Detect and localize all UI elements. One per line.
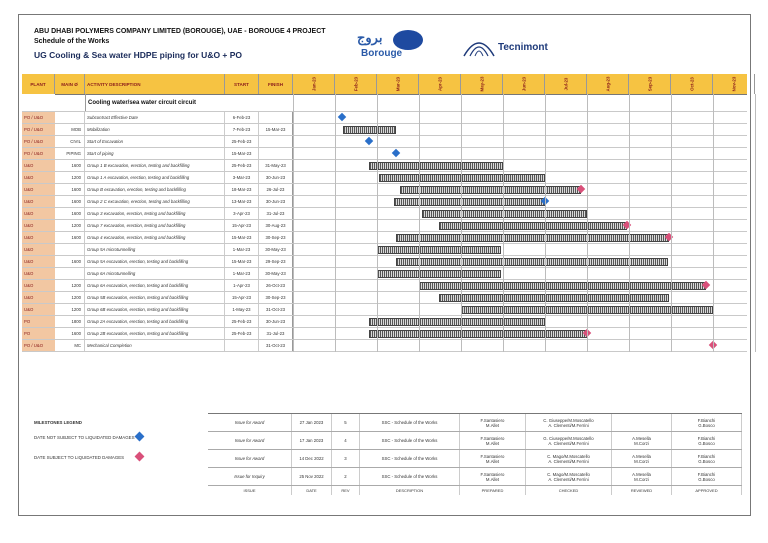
month-header-cell xyxy=(629,74,671,94)
main-diameter-cell xyxy=(55,244,85,255)
finish-date-cell: 26-Oct-23 xyxy=(259,280,293,291)
start-date-cell: 25-Feb-23 xyxy=(225,316,259,327)
gantt-bar xyxy=(396,258,668,266)
main-diameter-cell: 1800 xyxy=(55,316,85,327)
month-header-cell xyxy=(335,74,377,94)
description-cell: SSC - Schedule of the Works xyxy=(360,414,460,431)
activity-cell: Group 2B excavation, erection, testing and backfilling xyxy=(85,328,225,339)
plant-cell: U&O xyxy=(22,184,55,195)
plant-cell: U&O xyxy=(22,280,55,291)
section-title: Cooling water/sea water circuit circuit xyxy=(85,94,293,111)
schedule-row xyxy=(22,136,747,148)
header-block xyxy=(34,27,326,47)
activity-cell: Group 2A excavation, erection, testing and backfilling xyxy=(85,316,225,327)
month-gridline xyxy=(713,94,714,352)
borouge-logo-arabic: بروج xyxy=(357,30,383,45)
finish-date-cell: 30-Jun-23 xyxy=(259,316,293,327)
col-finish: FINISH xyxy=(259,74,293,94)
activity-cell: Mechanical Completion xyxy=(85,340,225,351)
schedule-row xyxy=(22,256,747,268)
schedule-row xyxy=(22,196,747,208)
plant-cell: U&O xyxy=(22,292,55,303)
gantt-bar xyxy=(369,318,545,326)
month-gridline xyxy=(671,94,672,352)
start-date-cell: 25-Feb-23 xyxy=(225,136,259,147)
activity-cell: Group 2 C excavation, erection, testing and backfilling xyxy=(85,196,225,207)
start-date-cell: 1-Mar-23 xyxy=(225,268,259,279)
main-diameter-cell: 1200 xyxy=(55,292,85,303)
section-row xyxy=(22,94,747,112)
plant-cell: U&O xyxy=(22,256,55,267)
main-diameter-cell: 1600 xyxy=(55,328,85,339)
revision-footer-date: DATE xyxy=(292,486,332,495)
gantt-bar xyxy=(439,222,627,230)
month-gridline xyxy=(293,94,294,352)
rev-cell: 4 xyxy=(332,432,360,449)
prepared-cell: F.Santasiero M.Allet xyxy=(460,450,526,467)
revision-table xyxy=(208,413,742,493)
month-header-cell xyxy=(377,74,419,94)
plant-cell: U&O xyxy=(22,172,55,183)
revision-footer-reviewed: REVIEWED xyxy=(612,486,672,495)
month-gridline xyxy=(377,94,378,352)
finish-date-cell: 30-Jun-23 xyxy=(259,196,293,207)
month-gridline xyxy=(335,94,336,352)
schedule-row xyxy=(22,292,747,304)
finish-date-cell: 30-May-23 xyxy=(259,268,293,279)
revision-row xyxy=(208,450,742,468)
revision-footer-prepared: PREPARED xyxy=(460,486,526,495)
month-label: Mar-23 xyxy=(395,76,400,92)
revision-footer-desc: DESCRIPTION xyxy=(360,486,460,495)
main-diameter-cell: 1200 xyxy=(55,304,85,315)
gantt-bar xyxy=(379,174,545,182)
reviewed-cell: A.Mesella M.Corzi xyxy=(612,432,672,449)
plant-cell: PO / U&O xyxy=(22,124,55,135)
plant-cell: PO xyxy=(22,316,55,327)
borouge-logo xyxy=(357,28,427,64)
prepared-cell: F.Santasiero M.Allet xyxy=(460,414,526,431)
col-activity: ACTIVITY DESCRIPTION xyxy=(85,74,225,94)
month-gridline xyxy=(629,94,630,352)
gantt-bar xyxy=(343,126,396,134)
finish-date-cell: 15-Mar-23 xyxy=(259,124,293,135)
start-date-cell: 13-Mar-23 xyxy=(225,196,259,207)
description-cell: SSC - Schedule of the Works xyxy=(360,432,460,449)
col-main: MAIN Ø xyxy=(55,74,85,94)
main-diameter-cell: MC xyxy=(55,340,85,351)
revision-row xyxy=(208,468,742,486)
revision-row xyxy=(208,432,742,450)
section-plant-cell xyxy=(22,94,55,111)
main-diameter-cell: 1600 xyxy=(55,184,85,195)
month-gridline xyxy=(587,94,588,352)
date-cell: 17 Jan 2023 xyxy=(292,432,332,449)
finish-date-cell xyxy=(259,136,293,147)
activity-cell: Start of piping xyxy=(85,148,225,159)
plant-cell: U&O xyxy=(22,244,55,255)
plant-cell: PO xyxy=(22,328,55,339)
schedule-row xyxy=(22,184,747,196)
rev-cell: 5 xyxy=(332,414,360,431)
start-date-cell: 15-Mar-23 xyxy=(225,232,259,243)
revision-footer-checked: CHECKED xyxy=(526,486,612,495)
finish-date-cell xyxy=(259,112,293,123)
legend-item-no-ld: DATE NOT SUBJECT TO LIQUIDATED DAMAGES xyxy=(34,435,135,440)
activity-cell: Group 5A microtunnelling xyxy=(85,244,225,255)
activity-cell: Group 6A excavation, erection, testing and backfilling xyxy=(85,280,225,291)
month-header-cell xyxy=(671,74,713,94)
revision-footer-rev: REV xyxy=(332,486,360,495)
start-date-cell: 6-Feb-23 xyxy=(225,112,259,123)
month-header-cell xyxy=(419,74,461,94)
month-label: Sep-23 xyxy=(647,76,652,92)
start-date-cell: 1-Apr-23 xyxy=(225,280,259,291)
date-cell: 14 Dec 2022 xyxy=(292,450,332,467)
activity-cell: Group 1 A excavation, erection, testing and backfilling xyxy=(85,172,225,183)
month-header-cell xyxy=(545,74,587,94)
month-header-cell xyxy=(713,74,755,94)
month-gridline xyxy=(755,94,756,352)
finish-date-cell xyxy=(259,148,293,159)
finish-date-cell: 31-Oct-23 xyxy=(259,340,293,351)
activity-cell: Group 4 excavation, erection, testing and backfilling xyxy=(85,232,225,243)
approved-cell: F.Bianchi G.Bosco xyxy=(672,414,742,431)
finish-date-cell: 30-Sep-23 xyxy=(259,292,293,303)
month-gridline xyxy=(461,94,462,352)
plant-cell: PO / U&O xyxy=(22,148,55,159)
finish-date-cell: 30-May-23 xyxy=(259,244,293,255)
revision-row xyxy=(208,414,742,432)
schedule-row xyxy=(22,280,747,292)
month-header-cell xyxy=(503,74,545,94)
plant-cell: PO / U&O xyxy=(22,136,55,147)
start-date-cell: 25-Feb-23 xyxy=(225,160,259,171)
start-date-cell: 15-Apr-23 xyxy=(225,220,259,231)
activity-cell: Group 6B excavation, erection, testing and backfilling xyxy=(85,304,225,315)
issue-cell: Issue for Inquiry xyxy=(208,468,292,485)
activity-cell: Group 5A excavation, erection, testing and backfilling xyxy=(85,256,225,267)
tecnimont-logo xyxy=(462,36,572,60)
main-diameter-cell: 1600 xyxy=(55,160,85,171)
gantt-bar xyxy=(422,210,587,218)
month-gridline xyxy=(545,94,546,352)
gantt-bar xyxy=(439,294,669,302)
month-label: May-23 xyxy=(479,76,484,92)
month-label: Apr-23 xyxy=(437,77,442,91)
month-header-cell xyxy=(293,74,335,94)
month-label: Oct-23 xyxy=(689,77,694,91)
legend-heading: MILESTONES LEGEND xyxy=(34,420,82,425)
revision-footer-row xyxy=(208,486,742,495)
finish-date-cell: 31-Jul-23 xyxy=(259,328,293,339)
main-diameter-cell: 1200 xyxy=(55,172,85,183)
tecnimont-logo-text: Tecnimont xyxy=(498,42,548,53)
finish-date-cell: 30-Sep-23 xyxy=(259,232,293,243)
schedule-row xyxy=(22,220,747,232)
checked-cell: C. Mago/M.Moscatello A. Clementi/M.Ferrini xyxy=(526,450,612,467)
issue-cell: Issue for Award xyxy=(208,432,292,449)
schedule-row xyxy=(22,304,747,316)
month-header-cell xyxy=(587,74,629,94)
schedule-row xyxy=(22,316,747,328)
finish-date-cell: 31-Jul-23 xyxy=(259,208,293,219)
gantt-bar xyxy=(400,186,581,194)
milestone-diamond-icon xyxy=(338,113,346,121)
month-label: Jun-23 xyxy=(521,76,526,92)
schedule-row xyxy=(22,148,747,160)
gantt-bar xyxy=(377,270,501,278)
gantt-bar xyxy=(394,198,545,206)
month-gridline xyxy=(503,94,504,352)
start-date-cell: 3-Mar-23 xyxy=(225,172,259,183)
revision-footer-issue: ISSUE xyxy=(208,486,292,495)
checked-cell: G. Ciuseppe/M.Moscatello A. Clementi/M.Ferrini xyxy=(526,432,612,449)
plant-cell: PO / U&O xyxy=(22,340,55,351)
main-diameter-cell xyxy=(55,112,85,123)
start-date-cell: 3-Apr-23 xyxy=(225,208,259,219)
activity-cell: Group 6A microtunnelling xyxy=(85,268,225,279)
plant-cell: U&O xyxy=(22,208,55,219)
borouge-logo-text: Borouge xyxy=(361,48,403,59)
reviewed-cell: A.Mesella M.Corzi xyxy=(612,468,672,485)
activity-cell: Group 3 excavation, erection, testing and backfilling xyxy=(85,208,225,219)
month-header-cell xyxy=(461,74,503,94)
activity-cell: Mobilization xyxy=(85,124,225,135)
gantt-bar xyxy=(369,330,587,338)
main-diameter-cell: 1600 xyxy=(55,232,85,243)
plant-cell: U&O xyxy=(22,160,55,171)
finish-date-cell: 30-Aug-23 xyxy=(259,220,293,231)
reviewed-cell xyxy=(612,414,672,431)
month-label: Aug-23 xyxy=(605,76,610,92)
start-date-cell: 15-Apr-23 xyxy=(225,292,259,303)
schedule-row xyxy=(22,232,747,244)
revision-footer-approved: APPROVED xyxy=(672,486,742,495)
main-diameter-cell: 1600 xyxy=(55,256,85,267)
finish-date-cell: 29-Sep-23 xyxy=(259,256,293,267)
checked-cell: C. Mago/M.Moscatello A. Clementi/M.Ferrini xyxy=(526,468,612,485)
main-diameter-cell: 1600 xyxy=(55,208,85,219)
schedule-subtitle: Schedule of the Works xyxy=(34,38,110,45)
gantt-bar xyxy=(419,282,706,290)
start-date-cell: 1-Mar-23 xyxy=(225,244,259,255)
schedule-row xyxy=(22,328,747,340)
start-date-cell: 18-Mar-23 xyxy=(225,184,259,195)
col-plant: PLANT xyxy=(22,74,55,94)
description-cell: SSC - Schedule of the Works xyxy=(360,468,460,485)
month-label: Jan-23 xyxy=(311,77,316,91)
company-name: ABU DHABI POLYMERS COMPANY LIMITED (BOROUGE), UAE - BOROUGE 4 PROJECT xyxy=(34,28,326,35)
plant-cell: U&O xyxy=(22,232,55,243)
finish-date-cell: 31-May-23 xyxy=(259,160,293,171)
schedule-row xyxy=(22,112,747,124)
col-start: START xyxy=(225,74,259,94)
main-diameter-cell: 1600 xyxy=(55,196,85,207)
finish-date-cell: 31-Oct-23 xyxy=(259,304,293,315)
tecnimont-arc-icon xyxy=(462,36,496,58)
plant-cell: PO / U&O xyxy=(22,112,55,123)
date-cell: 25 Nov 2022 xyxy=(292,468,332,485)
month-label: Nov-23 xyxy=(731,76,736,92)
gantt-bar xyxy=(396,234,669,242)
main-diameter-cell: CIVIL xyxy=(55,136,85,147)
main-diameter-cell: 1200 xyxy=(55,220,85,231)
finish-date-cell: 26-Jul-23 xyxy=(259,184,293,195)
start-date-cell xyxy=(225,340,259,351)
main-diameter-cell: PIPING xyxy=(55,148,85,159)
prepared-cell: F.Santasiero M.Allet xyxy=(460,468,526,485)
approved-cell: F.Bianchi G.Bosco xyxy=(672,468,742,485)
plant-cell: U&O xyxy=(22,268,55,279)
schedule-row xyxy=(22,268,747,280)
gantt-bar xyxy=(377,246,501,254)
main-diameter-cell: 1200 xyxy=(55,280,85,291)
start-date-cell: 15-Mar-23 xyxy=(225,148,259,159)
issue-cell: Issue for Award xyxy=(208,450,292,467)
approved-cell: F.Bianchi G.Bosco xyxy=(672,432,742,449)
gantt-bar xyxy=(369,162,503,170)
finish-date-cell: 30-Jun-23 xyxy=(259,172,293,183)
schedule-row xyxy=(22,208,747,220)
plant-cell: U&O xyxy=(22,196,55,207)
activity-cell: Group 1 B excavation, erection, testing and backfilling xyxy=(85,160,225,171)
month-label: Feb-23 xyxy=(353,76,358,92)
activity-cell: Start of Excavation xyxy=(85,136,225,147)
month-gridline xyxy=(419,94,420,352)
schedule-row xyxy=(22,172,747,184)
activity-cell: Subcontract Effective Date xyxy=(85,112,225,123)
main-diameter-cell xyxy=(55,268,85,279)
start-date-cell: 15-Mar-23 xyxy=(225,256,259,267)
prepared-cell: F.Santasiero M.Allet xyxy=(460,432,526,449)
start-date-cell: 7-Feb-23 xyxy=(225,124,259,135)
activity-cell: Group B excavation, erection, testing and backfilling xyxy=(85,184,225,195)
document-title: UG Cooling & Sea water HDPE piping for U&O + PO xyxy=(34,50,243,60)
start-date-cell: 25-Feb-23 xyxy=(225,328,259,339)
borouge-mark-icon xyxy=(393,30,423,50)
approved-cell: F.Bianchi G.Bosco xyxy=(672,450,742,467)
issue-cell: Issue for Award xyxy=(208,414,292,431)
legend-item-ld: DATE SUBJECT TO LIQUIDATED DAMAGES xyxy=(34,455,125,460)
main-diameter-cell: MOB xyxy=(55,124,85,135)
rev-cell: 2 xyxy=(332,468,360,485)
month-label: Jul-23 xyxy=(563,77,568,91)
activity-cell: Group 5B excavation, erection, testing and backfilling xyxy=(85,292,225,303)
milestone-diamond-icon xyxy=(364,137,372,145)
schedule-row xyxy=(22,160,747,172)
checked-cell: C. Giuseppe/M.Moscatello A. Clementi/M.Ferrini xyxy=(526,414,612,431)
plant-cell: U&O xyxy=(22,304,55,315)
column-header-row xyxy=(22,74,747,95)
milestone-diamond-icon xyxy=(392,149,400,157)
schedule-row xyxy=(22,244,747,256)
reviewed-cell: A.Mesella M.Corzi xyxy=(612,450,672,467)
schedule-row xyxy=(22,340,747,352)
description-cell: SSC - Schedule of the Works xyxy=(360,450,460,467)
date-cell: 27 Jan 2023 xyxy=(292,414,332,431)
plant-cell: U&O xyxy=(22,220,55,231)
schedule-row xyxy=(22,124,747,136)
activity-cell: Group 7 excavation, erection, testing and backfilling xyxy=(85,220,225,231)
rev-cell: 3 xyxy=(332,450,360,467)
start-date-cell: 1-May-23 xyxy=(225,304,259,315)
